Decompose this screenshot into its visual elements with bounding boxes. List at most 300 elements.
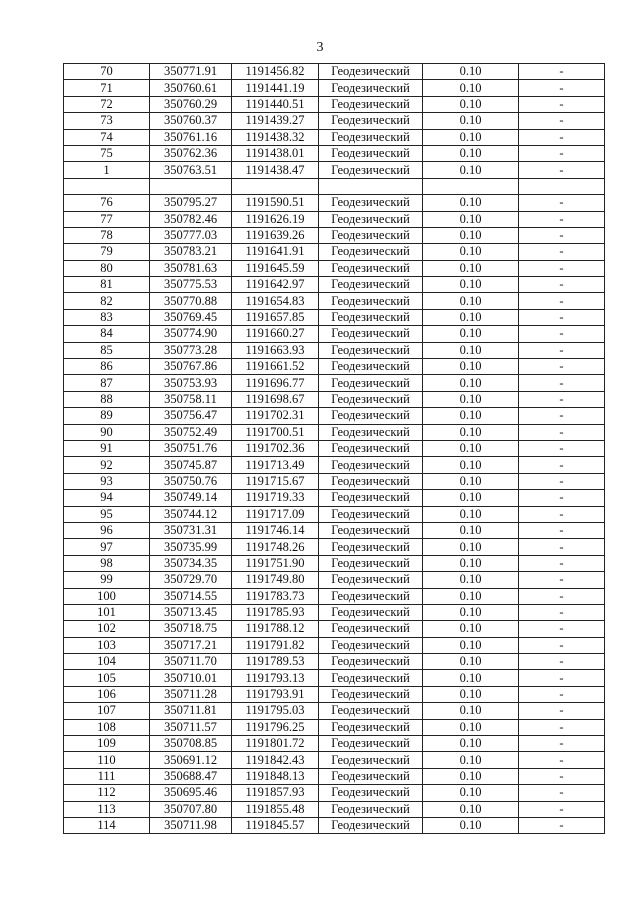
x-coordinate-cell: 350781.63 [150,260,232,276]
y-coordinate-cell: 1191590.51 [232,195,319,211]
method-cell: Геодезический [319,555,423,571]
x-coordinate-cell: 350688.47 [150,768,232,784]
page-number: 3 [316,40,324,55]
table-row [64,260,605,276]
description-cell [519,178,605,194]
method-cell: Геодезический [319,195,423,211]
accuracy-cell: 0.10 [423,391,519,407]
method-cell: Геодезический [319,96,423,112]
accuracy-cell: 0.10 [423,801,519,817]
y-coordinate-cell: 1191857.93 [232,785,319,801]
table-row [64,539,605,555]
point-number-cell: 104 [64,654,150,670]
point-number-cell: 109 [64,736,150,752]
y-coordinate-cell: 1191748.26 [232,539,319,555]
accuracy-cell: 0.10 [423,359,519,375]
table-row [64,637,605,653]
y-coordinate-cell: 1191842.43 [232,752,319,768]
accuracy-cell: 0.10 [423,260,519,276]
x-coordinate-cell: 350695.46 [150,785,232,801]
y-coordinate-cell: 1191645.59 [232,260,319,276]
method-cell: Геодезический [319,490,423,506]
accuracy-cell: 0.10 [423,637,519,653]
method-cell: Геодезический [319,654,423,670]
point-number-cell: 99 [64,572,150,588]
method-cell: Геодезический [319,686,423,702]
table-row [64,244,605,260]
table-row [64,604,605,620]
y-coordinate-cell: 1191657.85 [232,309,319,325]
method-cell: Геодезический [319,637,423,653]
y-coordinate-cell: 1191713.49 [232,457,319,473]
accuracy-cell: 0.10 [423,244,519,260]
table-row [64,178,605,194]
method-cell: Геодезический [319,670,423,686]
accuracy-cell: 0.10 [423,588,519,604]
y-coordinate-cell: 1191793.91 [232,686,319,702]
method-cell: Геодезический [319,785,423,801]
table-row [64,309,605,325]
description-cell: - [519,588,605,604]
point-number-cell: 76 [64,195,150,211]
point-number-cell: 87 [64,375,150,391]
table-row [64,96,605,112]
accuracy-cell: 0.10 [423,654,519,670]
method-cell: Геодезический [319,621,423,637]
table-row [64,391,605,407]
x-coordinate-cell: 350758.11 [150,391,232,407]
point-number-cell: 83 [64,309,150,325]
x-coordinate-cell: 350767.86 [150,359,232,375]
y-coordinate-cell: 1191789.53 [232,654,319,670]
description-cell: - [519,522,605,538]
y-coordinate-cell: 1191642.97 [232,277,319,293]
description-cell: - [519,686,605,702]
x-coordinate-cell: 350691.12 [150,752,232,768]
x-coordinate-cell: 350760.37 [150,113,232,129]
accuracy-cell: 0.10 [423,555,519,571]
y-coordinate-cell: 1191441.19 [232,80,319,96]
x-coordinate-cell: 350760.29 [150,96,232,112]
point-number-cell: 85 [64,342,150,358]
x-coordinate-cell: 350782.46 [150,211,232,227]
y-coordinate-cell: 1191626.19 [232,211,319,227]
coordinates-table [63,63,605,834]
table-row [64,490,605,506]
point-number-cell: 110 [64,752,150,768]
accuracy-cell: 0.10 [423,736,519,752]
method-cell: Геодезический [319,703,423,719]
y-coordinate-cell: 1191698.67 [232,391,319,407]
accuracy-cell: 0.10 [423,408,519,424]
method-cell: Геодезический [319,572,423,588]
y-coordinate-cell: 1191785.93 [232,604,319,620]
accuracy-cell: 0.10 [423,145,519,161]
method-cell: Геодезический [319,260,423,276]
method-cell: Геодезический [319,506,423,522]
point-number-cell: 94 [64,490,150,506]
table-row [64,817,605,833]
description-cell: - [519,342,605,358]
table-row [64,145,605,161]
description-cell: - [519,654,605,670]
description-cell: - [519,637,605,653]
description-cell: - [519,801,605,817]
x-coordinate-cell: 350744.12 [150,506,232,522]
x-coordinate-cell: 350708.85 [150,736,232,752]
point-number-cell: 100 [64,588,150,604]
accuracy-cell: 0.10 [423,195,519,211]
accuracy-cell: 0.10 [423,375,519,391]
point-number-cell: 103 [64,637,150,653]
description-cell: - [519,227,605,243]
description-cell: - [519,817,605,833]
y-coordinate-cell: 1191746.14 [232,522,319,538]
table-row [64,621,605,637]
accuracy-cell: 0.10 [423,342,519,358]
point-number-cell: 81 [64,277,150,293]
accuracy-cell: 0.10 [423,752,519,768]
y-coordinate-cell: 1191456.82 [232,64,319,80]
accuracy-cell: 0.10 [423,817,519,833]
table-row [64,227,605,243]
description-cell: - [519,244,605,260]
table-row [64,736,605,752]
x-coordinate-cell: 350711.70 [150,654,232,670]
y-coordinate-cell: 1191855.48 [232,801,319,817]
y-coordinate-cell: 1191696.77 [232,375,319,391]
table-row [64,326,605,342]
method-cell: Геодезический [319,604,423,620]
x-coordinate-cell: 350775.53 [150,277,232,293]
table-row [64,375,605,391]
method-cell: Геодезический [319,752,423,768]
y-coordinate-cell: 1191663.93 [232,342,319,358]
point-number-cell: 74 [64,129,150,145]
y-coordinate-cell: 1191438.47 [232,162,319,178]
description-cell: - [519,572,605,588]
method-cell: Геодезический [319,129,423,145]
accuracy-cell [423,178,519,194]
method-cell: Геодезический [319,64,423,80]
method-cell: Геодезический [319,227,423,243]
y-coordinate-cell: 1191661.52 [232,359,319,375]
accuracy-cell: 0.10 [423,768,519,784]
y-coordinate-cell: 1191641.91 [232,244,319,260]
accuracy-cell: 0.10 [423,670,519,686]
table-row [64,785,605,801]
y-coordinate-cell: 1191796.25 [232,719,319,735]
table-row [64,522,605,538]
table-row [64,64,605,80]
x-coordinate-cell: 350734.35 [150,555,232,571]
point-number-cell: 80 [64,260,150,276]
description-cell: - [519,80,605,96]
coordinates-table-body [64,64,605,834]
point-number-cell: 84 [64,326,150,342]
x-coordinate-cell: 350711.57 [150,719,232,735]
x-coordinate-cell: 350752.49 [150,424,232,440]
method-cell: Геодезический [319,244,423,260]
point-number-cell: 72 [64,96,150,112]
table-row [64,129,605,145]
accuracy-cell: 0.10 [423,457,519,473]
method-cell: Геодезический [319,719,423,735]
x-coordinate-cell: 350771.91 [150,64,232,80]
point-number-cell: 90 [64,424,150,440]
point-number-cell: 91 [64,440,150,456]
point-number-cell: 107 [64,703,150,719]
point-number-cell: 106 [64,686,150,702]
description-cell: - [519,145,605,161]
method-cell [319,178,423,194]
table-row [64,473,605,489]
y-coordinate-cell: 1191751.90 [232,555,319,571]
method-cell: Геодезический [319,162,423,178]
accuracy-cell: 0.10 [423,490,519,506]
accuracy-cell: 0.10 [423,211,519,227]
accuracy-cell: 0.10 [423,604,519,620]
accuracy-cell: 0.10 [423,785,519,801]
description-cell: - [519,326,605,342]
method-cell: Геодезический [319,326,423,342]
description-cell: - [519,277,605,293]
accuracy-cell: 0.10 [423,539,519,555]
point-number-cell: 102 [64,621,150,637]
point-number-cell: 93 [64,473,150,489]
y-coordinate-cell: 1191793.13 [232,670,319,686]
x-coordinate-cell: 350751.76 [150,440,232,456]
accuracy-cell: 0.10 [423,129,519,145]
method-cell: Геодезический [319,768,423,784]
y-coordinate-cell: 1191660.27 [232,326,319,342]
description-cell: - [519,293,605,309]
table-row [64,342,605,358]
table-row [64,670,605,686]
x-coordinate-cell: 350711.28 [150,686,232,702]
table-row [64,654,605,670]
description-cell: - [519,260,605,276]
point-number-cell: 92 [64,457,150,473]
description-cell: - [519,64,605,80]
x-coordinate-cell: 350749.14 [150,490,232,506]
y-coordinate-cell: 1191654.83 [232,293,319,309]
y-coordinate-cell: 1191791.82 [232,637,319,653]
table-row [64,113,605,129]
x-coordinate-cell: 350714.55 [150,588,232,604]
point-number-cell: 77 [64,211,150,227]
x-coordinate-cell: 350762.36 [150,145,232,161]
table-row [64,801,605,817]
description-cell: - [519,539,605,555]
description-cell: - [519,473,605,489]
x-coordinate-cell: 350753.93 [150,375,232,391]
y-coordinate-cell: 1191715.67 [232,473,319,489]
point-number-cell [64,178,150,194]
point-number-cell: 112 [64,785,150,801]
method-cell: Геодезический [319,473,423,489]
table-row [64,457,605,473]
method-cell: Геодезический [319,211,423,227]
method-cell: Геодезический [319,539,423,555]
description-cell: - [519,506,605,522]
point-number-cell: 79 [64,244,150,260]
accuracy-cell: 0.10 [423,703,519,719]
table-row [64,293,605,309]
y-coordinate-cell: 1191848.13 [232,768,319,784]
method-cell: Геодезический [319,522,423,538]
x-coordinate-cell: 350729.70 [150,572,232,588]
point-number-cell: 114 [64,817,150,833]
y-coordinate-cell: 1191719.33 [232,490,319,506]
description-cell: - [519,309,605,325]
x-coordinate-cell: 350711.98 [150,817,232,833]
table-row [64,588,605,604]
x-coordinate-cell: 350769.45 [150,309,232,325]
method-cell: Геодезический [319,424,423,440]
description-cell: - [519,670,605,686]
description-cell: - [519,113,605,129]
accuracy-cell: 0.10 [423,440,519,456]
y-coordinate-cell: 1191700.51 [232,424,319,440]
point-number-cell: 89 [64,408,150,424]
x-coordinate-cell: 350760.61 [150,80,232,96]
method-cell: Геодезический [319,588,423,604]
accuracy-cell: 0.10 [423,424,519,440]
table-row [64,211,605,227]
method-cell: Геодезический [319,391,423,407]
description-cell: - [519,195,605,211]
table-row [64,359,605,375]
x-coordinate-cell: 350750.76 [150,473,232,489]
y-coordinate-cell: 1191783.73 [232,588,319,604]
accuracy-cell: 0.10 [423,113,519,129]
y-coordinate-cell: 1191438.01 [232,145,319,161]
method-cell: Геодезический [319,736,423,752]
method-cell: Геодезический [319,145,423,161]
x-coordinate-cell: 350735.99 [150,539,232,555]
point-number-cell: 101 [64,604,150,620]
method-cell: Геодезический [319,309,423,325]
x-coordinate-cell: 350745.87 [150,457,232,473]
x-coordinate-cell: 350713.45 [150,604,232,620]
description-cell: - [519,785,605,801]
description-cell: - [519,129,605,145]
accuracy-cell: 0.10 [423,309,519,325]
method-cell: Геодезический [319,80,423,96]
table-row [64,572,605,588]
description-cell: - [519,359,605,375]
point-number-cell: 95 [64,506,150,522]
accuracy-cell: 0.10 [423,572,519,588]
accuracy-cell: 0.10 [423,506,519,522]
table-row [64,703,605,719]
accuracy-cell: 0.10 [423,80,519,96]
x-coordinate-cell: 350707.80 [150,801,232,817]
method-cell: Геодезический [319,113,423,129]
x-coordinate-cell: 350710.01 [150,670,232,686]
accuracy-cell: 0.10 [423,64,519,80]
method-cell: Геодезический [319,277,423,293]
y-coordinate-cell: 1191788.12 [232,621,319,637]
accuracy-cell: 0.10 [423,621,519,637]
table-row [64,424,605,440]
table-row [64,506,605,522]
point-number-cell: 97 [64,539,150,555]
point-number-cell: 96 [64,522,150,538]
point-number-cell: 111 [64,768,150,784]
description-cell: - [519,211,605,227]
point-number-cell: 86 [64,359,150,375]
y-coordinate-cell [232,178,319,194]
description-cell: - [519,490,605,506]
y-coordinate-cell: 1191845.57 [232,817,319,833]
point-number-cell: 1 [64,162,150,178]
method-cell: Геодезический [319,817,423,833]
table-row [64,719,605,735]
method-cell: Геодезический [319,375,423,391]
accuracy-cell: 0.10 [423,473,519,489]
x-coordinate-cell: 350756.47 [150,408,232,424]
description-cell: - [519,424,605,440]
point-number-cell: 70 [64,64,150,80]
y-coordinate-cell: 1191795.03 [232,703,319,719]
x-coordinate-cell: 350718.75 [150,621,232,637]
description-cell: - [519,391,605,407]
description-cell: - [519,96,605,112]
x-coordinate-cell: 350777.03 [150,227,232,243]
description-cell: - [519,440,605,456]
method-cell: Геодезический [319,801,423,817]
point-number-cell: 105 [64,670,150,686]
y-coordinate-cell: 1191439.27 [232,113,319,129]
table-row [64,440,605,456]
x-coordinate-cell: 350763.51 [150,162,232,178]
method-cell: Геодезический [319,359,423,375]
x-coordinate-cell: 350711.81 [150,703,232,719]
point-number-cell: 108 [64,719,150,735]
accuracy-cell: 0.10 [423,293,519,309]
method-cell: Геодезический [319,293,423,309]
method-cell: Геодезический [319,342,423,358]
y-coordinate-cell: 1191440.51 [232,96,319,112]
accuracy-cell: 0.10 [423,96,519,112]
x-coordinate-cell [150,178,232,194]
accuracy-cell: 0.10 [423,277,519,293]
table-row [64,768,605,784]
x-coordinate-cell: 350774.90 [150,326,232,342]
x-coordinate-cell: 350783.21 [150,244,232,260]
table-row [64,555,605,571]
description-cell: - [519,719,605,735]
table-row [64,752,605,768]
y-coordinate-cell: 1191702.31 [232,408,319,424]
table-row [64,162,605,178]
description-cell: - [519,703,605,719]
x-coordinate-cell: 350731.31 [150,522,232,538]
description-cell: - [519,604,605,620]
description-cell: - [519,621,605,637]
description-cell: - [519,375,605,391]
x-coordinate-cell: 350773.28 [150,342,232,358]
accuracy-cell: 0.10 [423,162,519,178]
y-coordinate-cell: 1191749.80 [232,572,319,588]
accuracy-cell: 0.10 [423,522,519,538]
accuracy-cell: 0.10 [423,227,519,243]
description-cell: - [519,457,605,473]
description-cell: - [519,736,605,752]
description-cell: - [519,555,605,571]
